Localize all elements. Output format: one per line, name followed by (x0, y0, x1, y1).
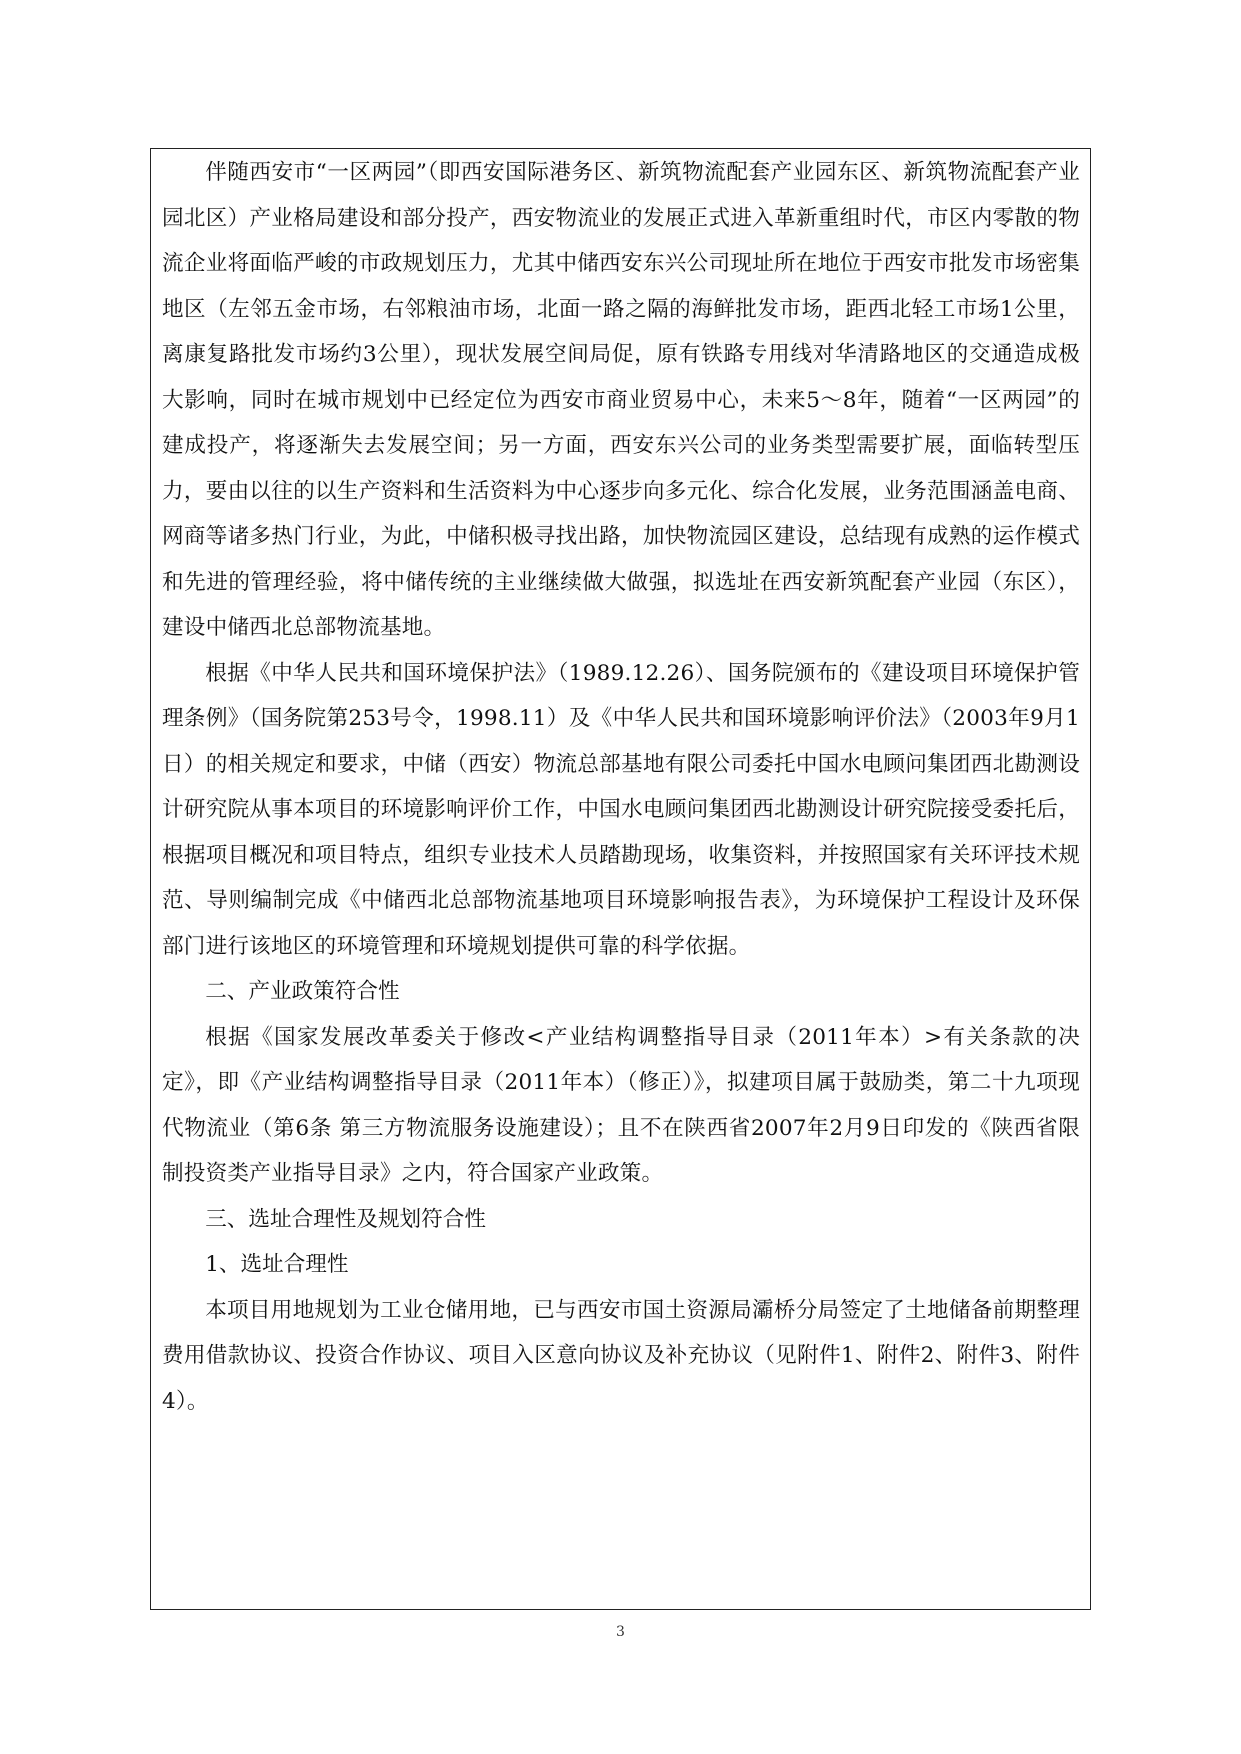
subheading-site-rationality: 1、选址合理性 (205, 1252, 349, 1277)
paragraph-industrial-policy: 根据《国家发展改革委关于修改<产业结构调整指导目录（2011年本）>有关条款的决定》，即《产业结构调整指导目录（2011年本）（修正）》，拟建项目属于鼓励类，第二十九项现代物流业（第6条 第三方物流服务设施建设）；且不在陕西省2007年2月9日印发的《陕西省限制投资类产业指导目录》之内，符合国家产业政策。 (162, 1024, 1080, 1186)
document-body (162, 150, 1080, 1424)
paragraph-site-rationality: 本项目用地规划为工业仓储用地，已与西安市国土资源局灞桥分局签定了土地储备前期整理费用借款协议、投资合作协议、项目入区意向协议及补充协议（见附件1、附件2、附件3、附件4）。 (162, 1297, 1080, 1414)
paragraph-background: 伴随西安市“一区两园”（即西安国际港务区、新筑物流配套产业园东区、新筑物流配套产业园北区）产业格局建设和部分投产，西安物流业的发展正式进入革新重组时代，市区内零散的物流企业将面临严峻的市政规划压力，尤其中储西安东兴公司现址所在地位于西安市批发市场密集地区（左邻五金市场，右邻粮油市场，北面一路之隔的海鲜批发市场，距西北轻工市场1公里，离康复路批发市场约3公里），现状发展空间局促，原有铁路专用线对华清路地区的交通造成极大影响，同时在城市规划中已经定位为西安市商业贸易中心，未来5～8年，随着“一区两园”的建成投产，将逐渐失去发展空间；另一方面，西安东兴公司的业务类型需要扩展，面临转型压力，要由以往的以生产资料和生活资料为中心逐步向多元化、综合化发展，业务范围涵盖电商、网商等诸多热门行业，为此，中储积极寻找出路，加快物流园区建设，总结现有成熟的运作模式和先进的管理经验，将中储传统的主业继续做大做强，拟选址在西安新筑配套产业园（东区），建设中储西北总部物流基地。 (162, 160, 1080, 640)
page-number: 3 (616, 1624, 625, 1640)
paragraph-legal-basis: 根据《中华人民共和国环境保护法》（1989.12.26）、国务院颁布的《建设项目环境保护管理条例》（国务院第253号令，1998.11）及《中华人民共和国环境影响评价法》（2003年9月1日）的相关规定和要求，中储（西安）物流总部基地有限公司委托中国水电顾问集团西北勘测设计研究院从事本项目的环境影响评价工作，中国水电顾问集团西北勘测设计研究院接受委托后，根据项目概况和项目特点，组织专业技术人员踏勘现场，收集资料，并按照国家有关环评技术规范、导则编制完成《中储西北总部物流基地项目环境影响报告表》，为环境保护工程设计及环保部门进行该地区的环境管理和环境规划提供可靠的科学依据。 (162, 660, 1080, 959)
section-heading-industrial-policy: 二、产业政策符合性 (205, 979, 400, 1004)
section-heading-site-selection: 三、选址合理性及规划符合性 (205, 1206, 486, 1232)
